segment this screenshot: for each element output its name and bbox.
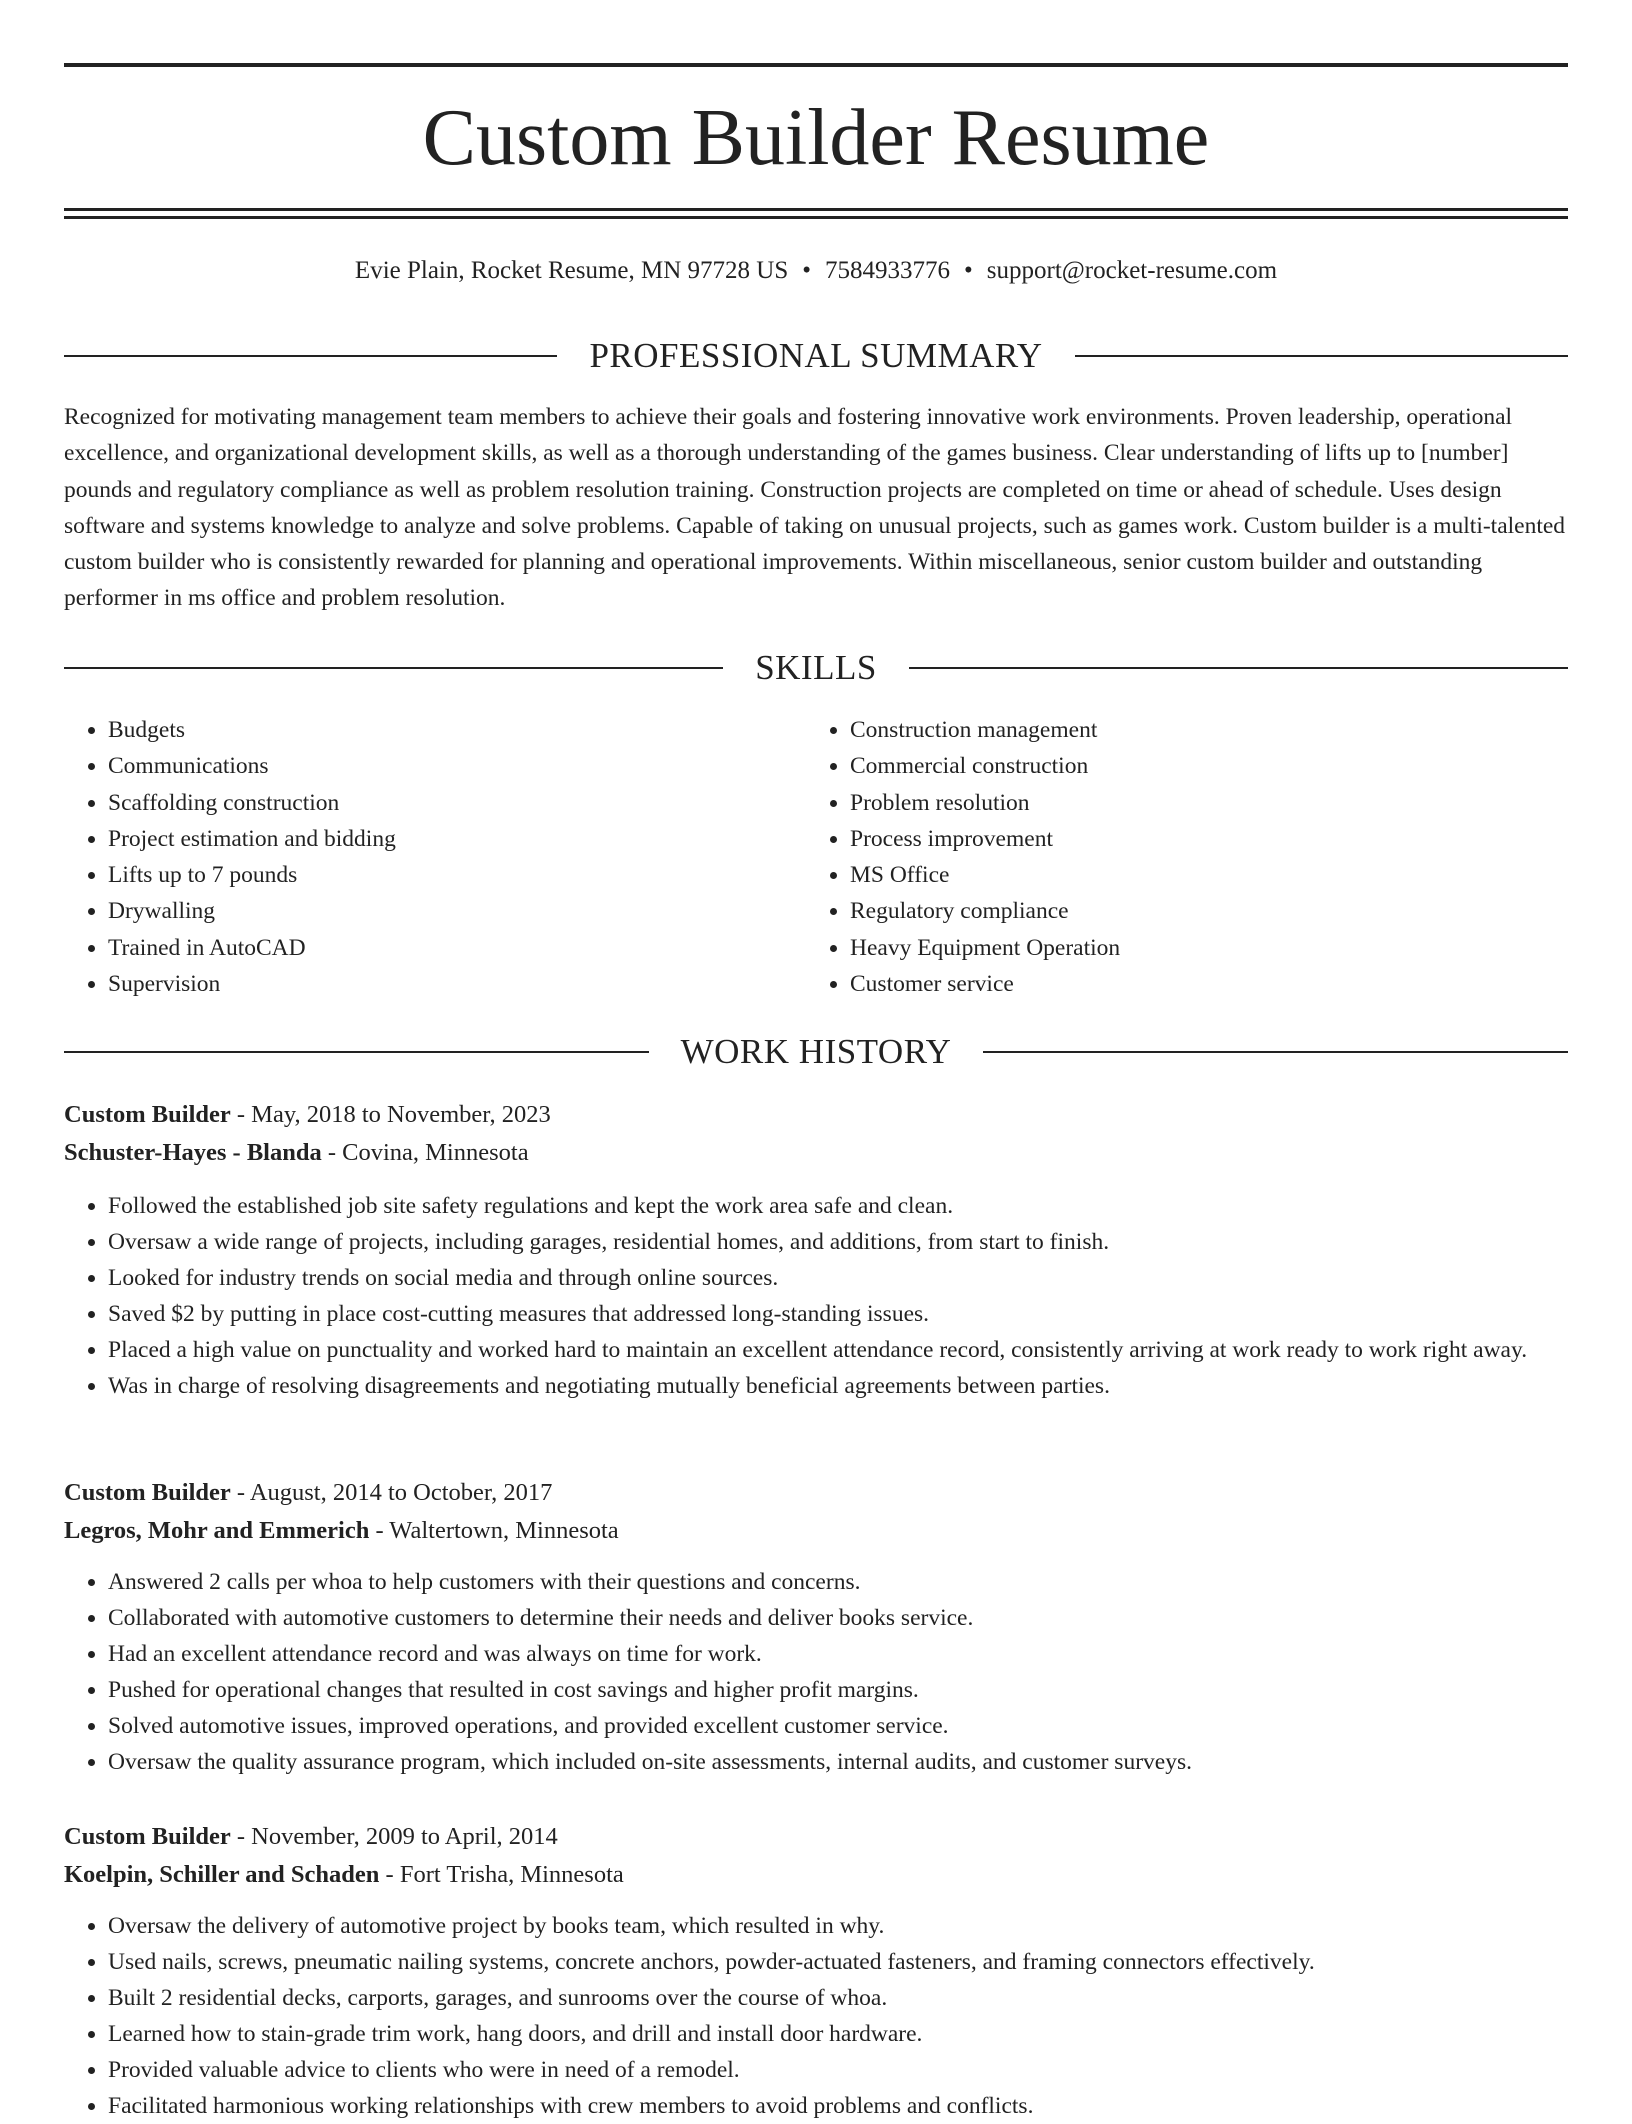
job-entry [64, 1096, 1568, 1404]
skill-item: • Regulatory compliance [850, 893, 1550, 929]
section-title: WORK HISTORY [680, 1032, 952, 1071]
job-company-line [64, 1512, 1568, 1550]
job-bullet: • Placed a high value on punctuality and worked hard to maintain an excellent attendance record, consistently arriving at work ready to work right away. [108, 1332, 1568, 1368]
skill-item: • MS Office [850, 857, 1550, 893]
skill-item: • Budgets [108, 712, 808, 748]
summary-text: Recognized for motivating management team members to achieve their goals and fostering innovative work environments. Proven leadership, operational excellence, and organizational development skills, as well as a thorough understanding of the games business. Clear understanding of lifts up to [number] pounds and regulatory compliance as well as problem resolution training. Construction projects are completed on time or ahead of schedule. Uses design software and systems knowledge to analyze and solve problems. Capable of taking on unusual projects, such as games work. Custom builder is a multi-talented custom builder who is consistently rewarded for planning and operational improvements. Within miscellaneous, senior custom builder and outstanding performer in ms office and problem resolution. [64, 404, 1566, 612]
job-dates: - May, 2018 to November, 2023 [230, 1101, 551, 1128]
job-company: Legros, Mohr and Emmerich [64, 1517, 370, 1544]
skill-item: • Heavy Equipment Operation [850, 930, 1550, 966]
job-bullet: • Had an excellent attendance record and was always on time for work. [108, 1636, 1568, 1672]
skill-item: • Scaffolding construction [108, 785, 808, 821]
section-header-summary [64, 332, 1568, 380]
title-rule-lower [64, 216, 1568, 219]
section-title: PROFESSIONAL SUMMARY [589, 336, 1043, 375]
job-company: Koelpin, Schiller and Schaden [64, 1861, 380, 1888]
skill-item: • Construction management [850, 712, 1550, 748]
job-location: - Covina, Minnesota [321, 1139, 529, 1166]
job-location: - Fort Trisha, Minnesota [379, 1861, 624, 1888]
job-title-line [64, 1096, 1568, 1134]
job-bullet: • Facilitated harmonious working relationships with crew members to avoid problems and conflicts. [108, 2088, 1568, 2124]
job-title-line [64, 1474, 1568, 1512]
skill-item: • Communications [108, 748, 808, 784]
job-bullet: • Built 2 residential decks, carports, garages, and sunrooms over the course of whoa. [108, 1980, 1568, 2016]
job-company: Schuster-Hayes - Blanda [64, 1139, 322, 1166]
skill-item: • Trained in AutoCAD [108, 930, 808, 966]
skill-item: • Problem resolution [850, 785, 1550, 821]
skills-list-right [806, 712, 1550, 1002]
skill-item: • Commercial construction [850, 748, 1550, 784]
job-bullet: • Oversaw a wide range of projects, including garages, residential homes, and additions, from start to finish. [108, 1224, 1568, 1260]
job-entry [64, 1818, 1568, 2124]
job-location: - Waltertown, Minnesota [369, 1517, 619, 1544]
job-title: Custom Builder [64, 1479, 231, 1506]
job-company-line [64, 1134, 1568, 1172]
section-rule [909, 667, 1568, 669]
section-rule [64, 1051, 649, 1053]
job-bullet: • Saved $2 by putting in place cost-cutting measures that addressed long-standing issues. [108, 1296, 1568, 1332]
contact-email[interactable]: support@rocket-resume.com [986, 257, 1278, 284]
job-bullet: • Answered 2 calls per whoa to help customers with their questions and concerns. [108, 1564, 1568, 1600]
skill-item: • Process improvement [850, 821, 1550, 857]
skill-item: • Customer service [850, 966, 1550, 1002]
job-title: Custom Builder [64, 1101, 231, 1128]
section-rule [64, 667, 723, 669]
skills-list-left [64, 712, 808, 1002]
job-bullet: • Looked for industry trends on social media and through online sources. [108, 1260, 1568, 1296]
job-bullet: • Followed the established job site safety regulations and kept the work area safe and clean. [108, 1188, 1568, 1224]
section-rule [1075, 355, 1568, 357]
job-bullet: • Oversaw the quality assurance program, which included on-site assessments, internal audits, and customer surveys. [108, 1744, 1568, 1780]
skill-item: • Supervision [108, 966, 808, 1002]
section-header-skills [64, 644, 1568, 692]
contact-separator: • [964, 257, 973, 284]
job-bullet: • Pushed for operational changes that resulted in cost savings and higher profit margins. [108, 1672, 1568, 1708]
skill-item: • Project estimation and bidding [108, 821, 808, 857]
job-dates: - November, 2009 to April, 2014 [230, 1823, 558, 1850]
contact-line [64, 253, 1568, 289]
contact-address: Evie Plain, Rocket Resume, MN 97728 US [354, 257, 789, 284]
section-header-work-history [64, 1028, 1568, 1076]
job-bullets [64, 1564, 1568, 1780]
job-bullets [64, 1188, 1568, 1404]
skill-item: • Drywalling [108, 893, 808, 929]
contact-separator: • [802, 257, 811, 284]
job-bullet: • Used nails, screws, pneumatic nailing systems, concrete anchors, powder-actuated fasteners, and framing connectors effectively. [108, 1944, 1568, 1980]
section-rule [983, 1051, 1568, 1053]
job-title-line [64, 1818, 1568, 1856]
job-bullet: • Oversaw the delivery of automotive project by books team, which resulted in why. [108, 1908, 1568, 1944]
job-bullet: • Provided valuable advice to clients who were in need of a remodel. [108, 2052, 1568, 2088]
job-entry [64, 1474, 1568, 1780]
top-rule [64, 63, 1568, 67]
contact-phone[interactable]: 7584933776 [825, 257, 950, 284]
section-rule [64, 355, 557, 357]
job-bullet: • Was in charge of resolving disagreements and negotiating mutually beneficial agreements between parties. [108, 1368, 1568, 1404]
job-bullets [64, 1908, 1568, 2124]
job-title: Custom Builder [64, 1823, 231, 1850]
skill-item: • Lifts up to 7 pounds [108, 857, 808, 893]
resume-title: Custom Builder Resume [422, 94, 1210, 182]
job-bullet: • Solved automotive issues, improved operations, and provided excellent customer service. [108, 1708, 1568, 1744]
title-rule-upper [64, 208, 1568, 211]
section-title: SKILLS [755, 648, 877, 687]
job-bullet: • Collaborated with automotive customers to determine their needs and deliver books service. [108, 1600, 1568, 1636]
job-dates: - August, 2014 to October, 2017 [230, 1479, 553, 1506]
job-bullet: • Learned how to stain-grade trim work, hang doors, and drill and install door hardware. [108, 2016, 1568, 2052]
job-company-line [64, 1856, 1568, 1894]
